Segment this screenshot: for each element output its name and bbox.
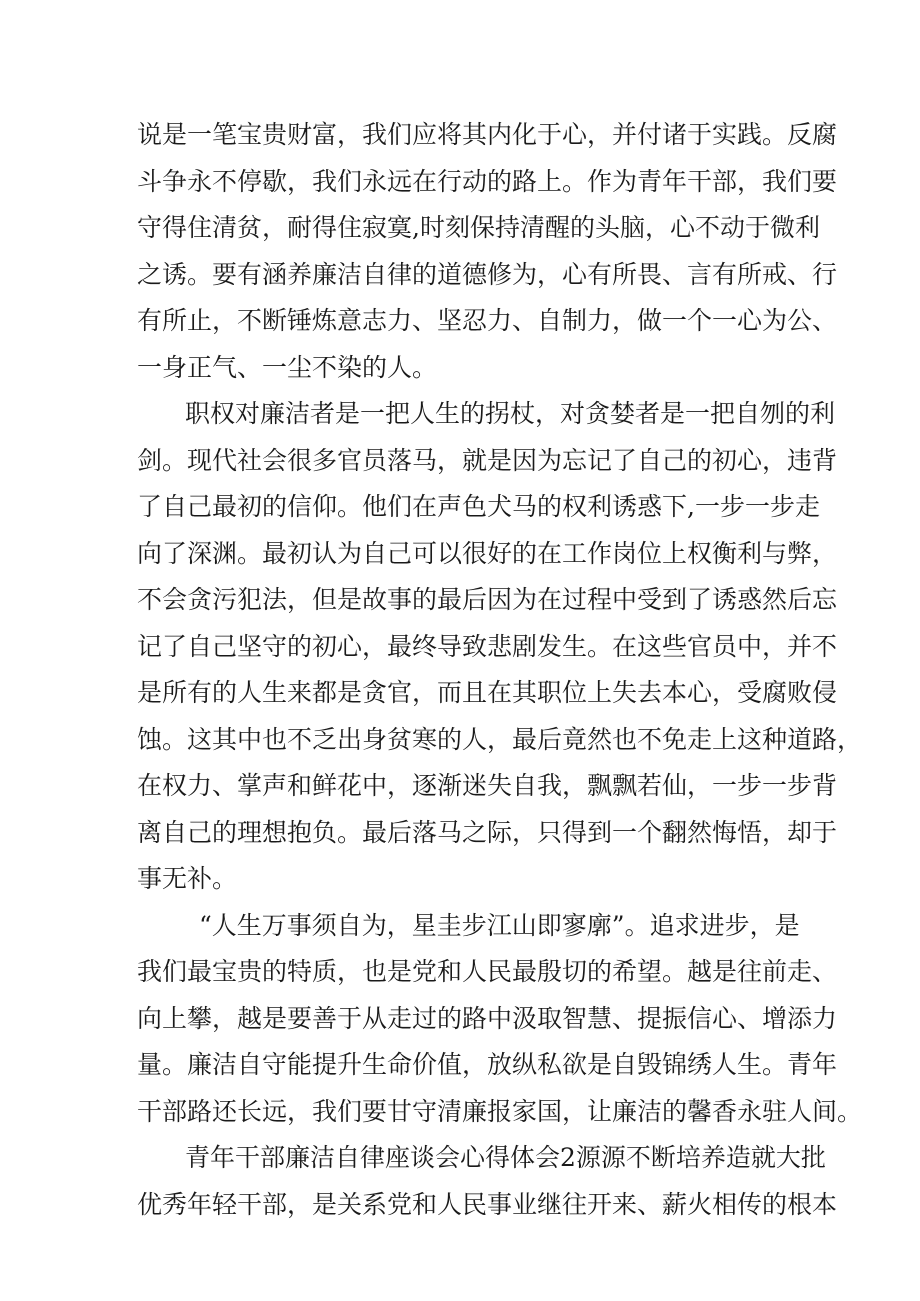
text-line: 在权力、掌声和鲜花中，逐渐迷失自我，飘飘若仙，一步一步背: [137, 771, 838, 800]
text-line: 我们最宝贵的特质，也是党和人民最殷切的希望。越是往前走、: [137, 957, 838, 986]
text-line: 之诱。要有涵养廉洁自律的道德修为，心有所畏、言有所戒、行: [137, 259, 838, 289]
text-line: 了自己最初的信仰。他们在声色犬马的权利诱惑下,一步一步走: [137, 492, 820, 521]
text-line: 是所有的人生来都是贪官，而且在其职位上失去本心，受腐败侵: [137, 678, 838, 707]
text-line: 向上攀，越是要善于从走过的路中汲取智慧、提振信心、增添力: [137, 1003, 838, 1033]
text-line: 说是一笔宝贵财富，我们应将其内化于心，并付诸于实践。反腐: [137, 120, 838, 149]
text-line: 优秀年轻干部，是关系党和人民事业继往开来、薪火相传的根本: [137, 1189, 838, 1219]
text-line: 向了深渊。最初认为自己可以很好的在工作岗位上权衡利与弊，: [137, 538, 838, 568]
text-line: 量。廉洁自守能提升生命价值，放纵私欲是自毁锦绣人生。青年: [137, 1050, 838, 1079]
text-line: 蚀。这其中也不乏出身贫寒的人，最后竟然也不免走上这种道路，: [137, 724, 863, 754]
text-line: 干部路还长远，我们要甘守清廉报家国，让廉洁的馨香永驻人间。: [137, 1096, 863, 1126]
paragraph-first-line: 职权对廉洁者是一把人生的拐杖，对贪婪者是一把自刎的利: [185, 399, 836, 428]
text-line: 斗争永不停歇，我们永远在行动的路上。作为青年干部，我们要: [137, 166, 838, 196]
paragraph-first-line: “人生万事须自为，星圭步江山即寥廓”。追求进步，是: [199, 910, 800, 940]
text-line: 事无补。: [137, 864, 238, 893]
text-line: 记了自己坚守的初心，最终导致悲剧发生。在这些官员中，并不: [137, 631, 838, 661]
paragraph-first-line: 青年干部廉洁自律座谈会心得体会2源源不断培养造就大批: [185, 1143, 826, 1172]
text-line: 剑。现代社会很多官员落马，就是因为忘记了自己的初心，违背: [137, 445, 838, 475]
text-line: 守得住清贫，耐得住寂寞,时刻保持清醒的头脑，心不动于微利: [137, 213, 820, 242]
body-text: [137, 112, 863, 1228]
text-line: 不会贪污犯法，但是故事的最后因为在过程中受到了诱惑然后忘: [137, 585, 838, 614]
text-line: 离自己的理想抱负。最后落马之际，只得到一个翻然悔悟，却于: [137, 817, 838, 847]
text-line: 一身正气、一尘不染的人。: [137, 352, 438, 382]
text-line: 有所止，不断锤炼意志力、坚忍力、自制力，做一个一心为公、: [137, 306, 838, 335]
